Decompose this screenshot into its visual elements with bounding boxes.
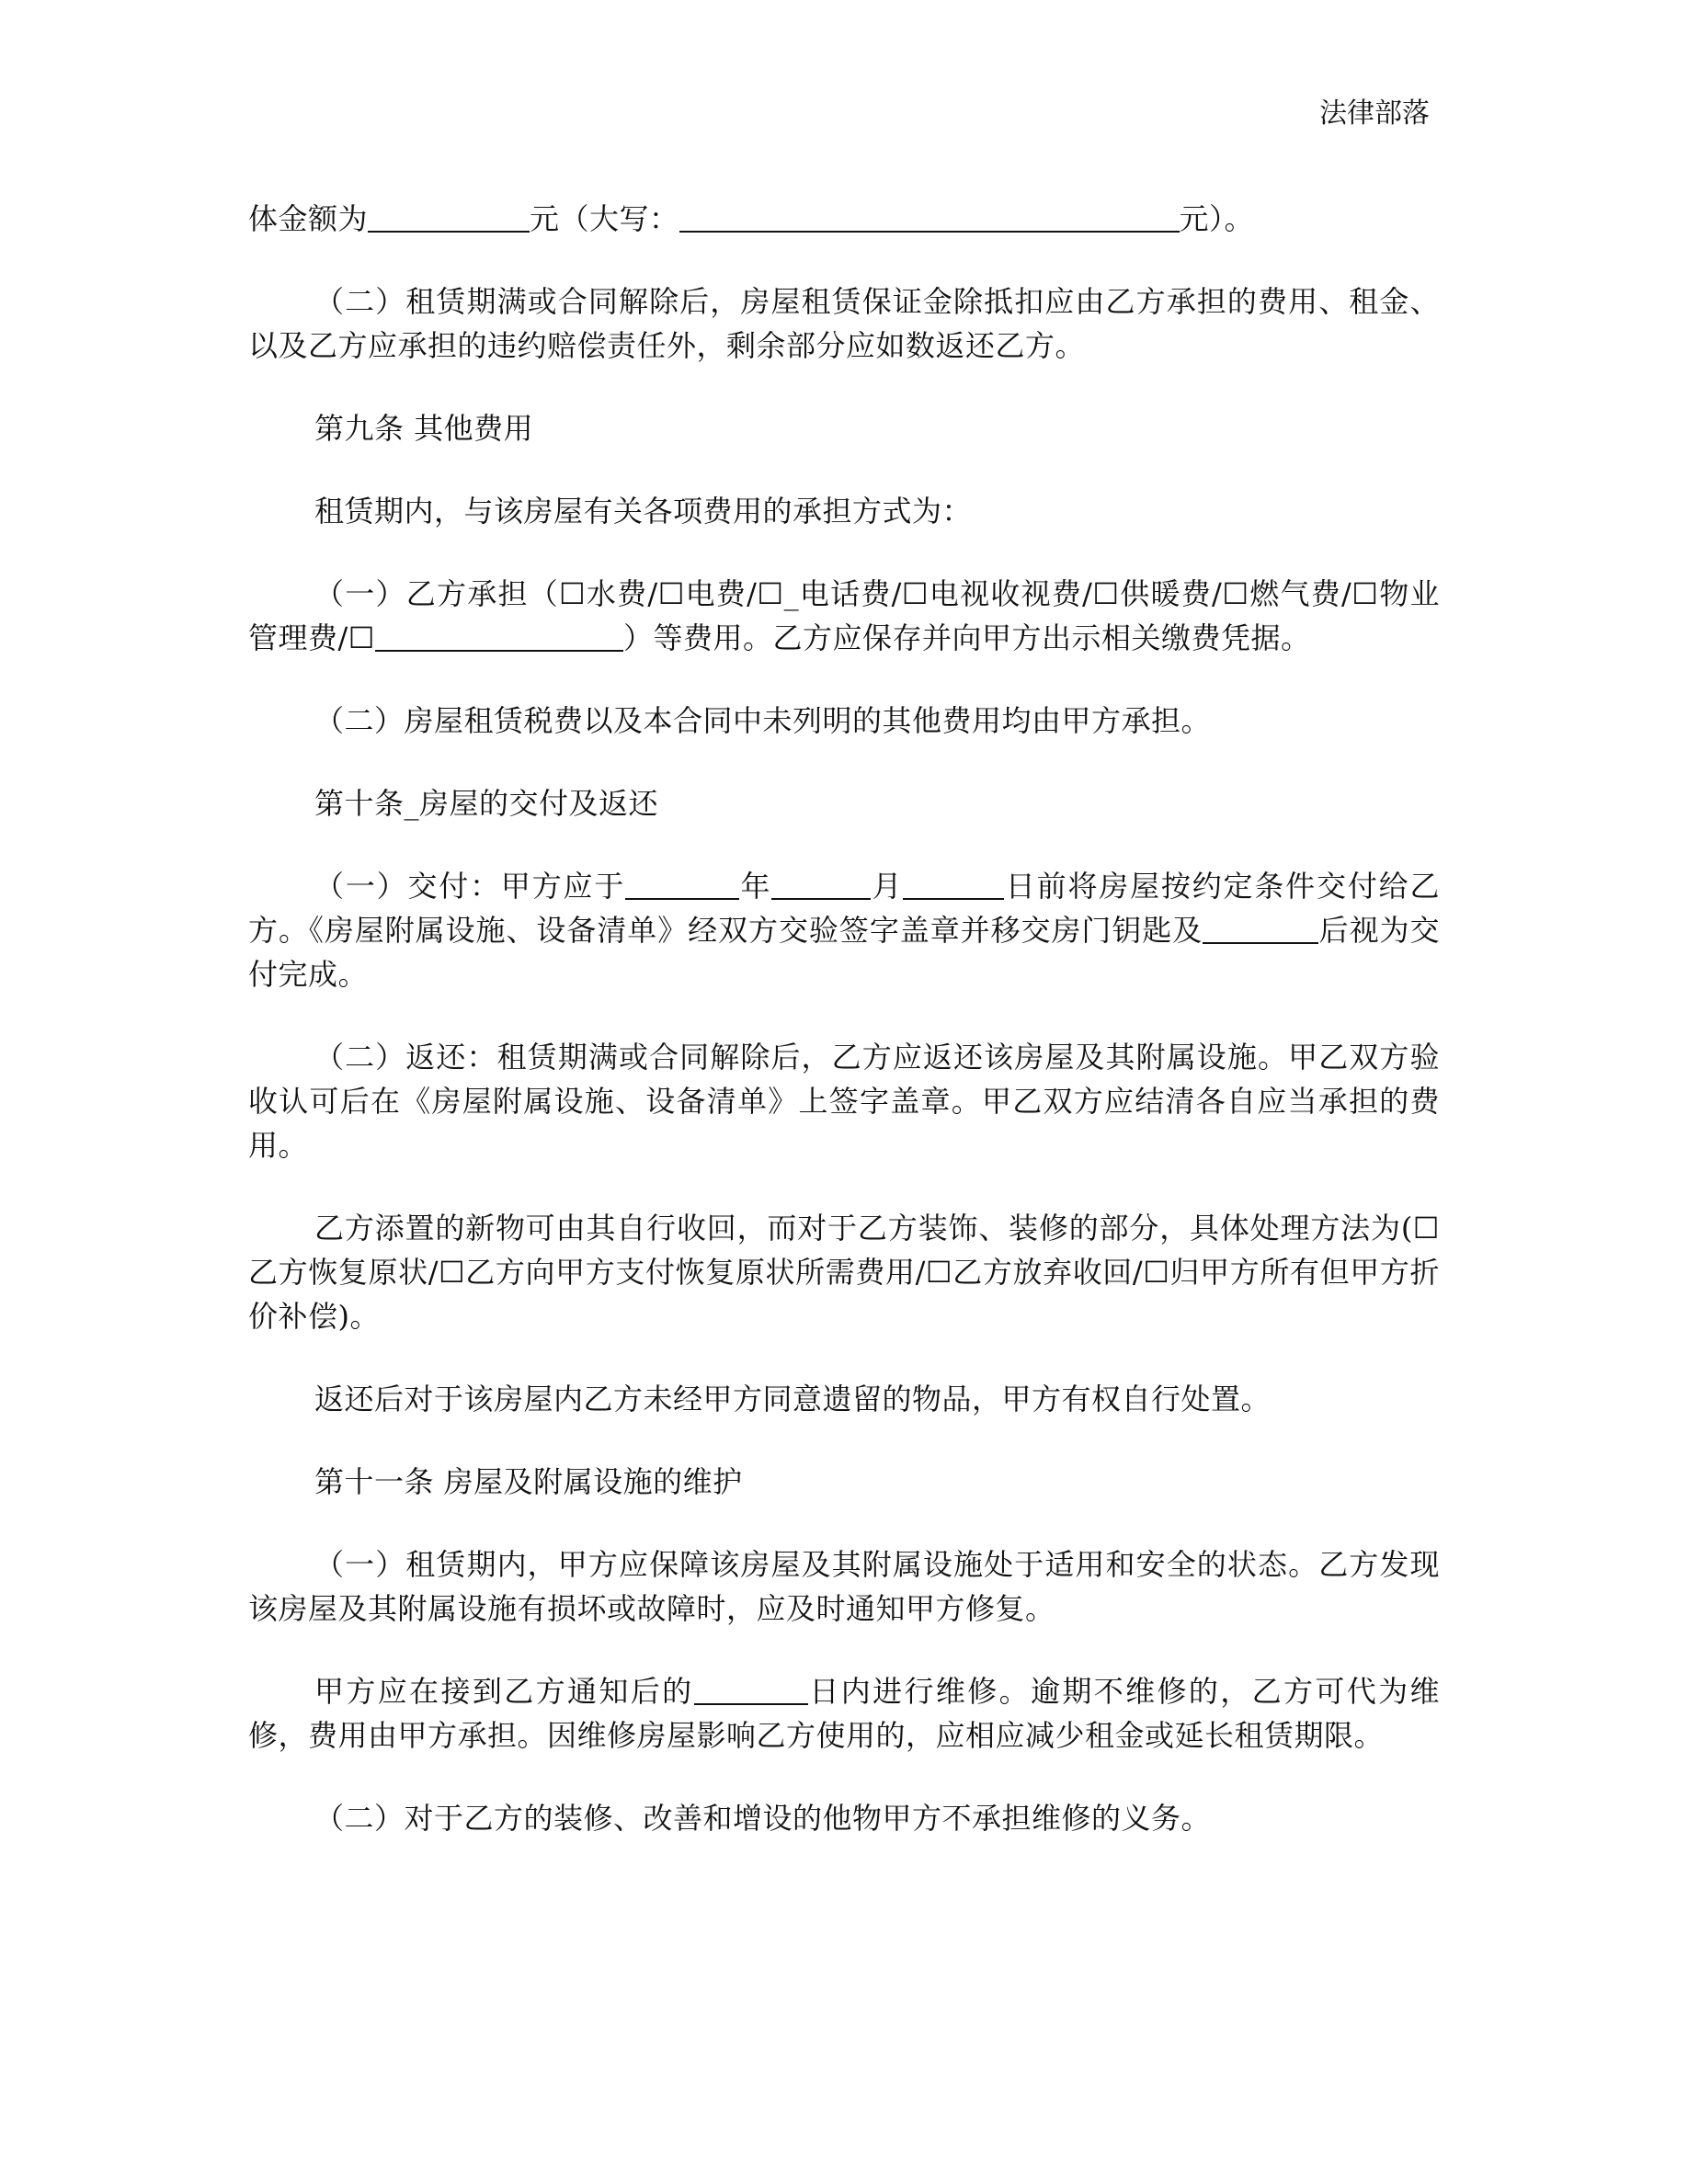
text-segment: （一）乙方承担（☐水费/☐电费/☐_电话费/☐电视收视费/☐供暖费/☐燃气费/☐物业管理费/☐ (248, 576, 1440, 655)
keys-blank (1203, 911, 1318, 944)
text-segment: 日内进行维修。逾期不维修的，乙方可代为维修，费用由甲方承担。因维修房屋影响乙方使用的，应相应减少租金或延长租赁期限。 (248, 1674, 1440, 1753)
contract-body (248, 197, 1440, 1879)
text-segment: 后视为交付完成。 (248, 913, 1440, 992)
repair-days-blank (694, 1672, 808, 1705)
left-items-clause: 返还后对于该房屋内乙方未经甲方同意遗留的物品，甲方有权自行处置。 (314, 1382, 1272, 1416)
page-header: 法律部落 (1319, 97, 1430, 130)
text-segment: 元（大写： (530, 201, 679, 236)
article-11-title: 第十一条 房屋及附属设施的维护 (314, 1464, 743, 1499)
tenant-fees-clause (248, 572, 1440, 660)
article-10-title: 第十条_房屋的交付及返还 (314, 786, 659, 821)
deposit-return-clause: （二）租赁期满或合同解除后，房屋租赁保证金除抵扣应由乙方承担的费用、租金、以及乙方应承担的违约赔偿责任外，剩余部分应如数返还乙方。 (248, 284, 1440, 363)
text-segment: 年 (739, 869, 772, 904)
text-segment: （一）交付：甲方应于 (314, 869, 626, 904)
maintenance-clause-1: （一）租赁期内，甲方应保障该房屋及其附属设施处于适用和安全的状态。乙方发现该房屋及其附属设施有损坏或故障时，应及时通知甲方修复。 (248, 1547, 1440, 1626)
renovation-handling-clause: 乙方添置的新物可由其自行收回，而对于乙方装饰、装修的部分，具体处理方法为(☐乙方恢复原状/☐乙方向甲方支付恢复原状所需费用/☐乙方放弃收回/☐归甲方所有但甲方折价补偿)。 (248, 1211, 1440, 1334)
amount-words-blank (679, 199, 1180, 233)
article-9-title: 第九条 其他费用 (314, 411, 534, 446)
delivery-clause (248, 864, 1440, 996)
year-blank (625, 867, 739, 900)
text-segment: 元）。 (1179, 201, 1255, 236)
text-segment: 日前将房屋按约定条件交付给乙方。《房屋附属设施、设备清单》经双方交验签字盖章并移交房门钥匙及 (248, 869, 1440, 948)
month-blank (771, 867, 871, 900)
text-segment: ）等费用。乙方应保存并向甲方出示相关缴费凭据。 (622, 620, 1311, 655)
maintenance-clause-2: （二）对于乙方的装修、改善和增设的他物甲方不承担维修的义务。 (314, 1801, 1212, 1836)
day-blank (903, 867, 1004, 900)
fees-intro: 租赁期内，与该房屋有关各项费用的承担方式为： (314, 494, 973, 529)
deposit-amount-line (248, 197, 1440, 241)
text-segment: 体金额为 (248, 201, 369, 236)
amount-blank (368, 199, 530, 233)
other-fee-blank (375, 619, 623, 652)
landlord-fees-clause: （二）房屋租赁税费以及本合同中未列明的其他费用均由甲方承担。 (314, 703, 1212, 738)
text-segment: 甲方应在接到乙方通知后的 (314, 1674, 694, 1709)
repair-deadline-clause (248, 1669, 1440, 1757)
return-clause: （二）返还：租赁期满或合同解除后，乙方应返还该房屋及其附属设施。甲乙双方验收认可后在《房屋附属设施、设备清单》上签字盖章。甲乙双方应结清各自应当承担的费用。 (248, 1040, 1440, 1163)
text-segment: 月 (871, 869, 904, 904)
